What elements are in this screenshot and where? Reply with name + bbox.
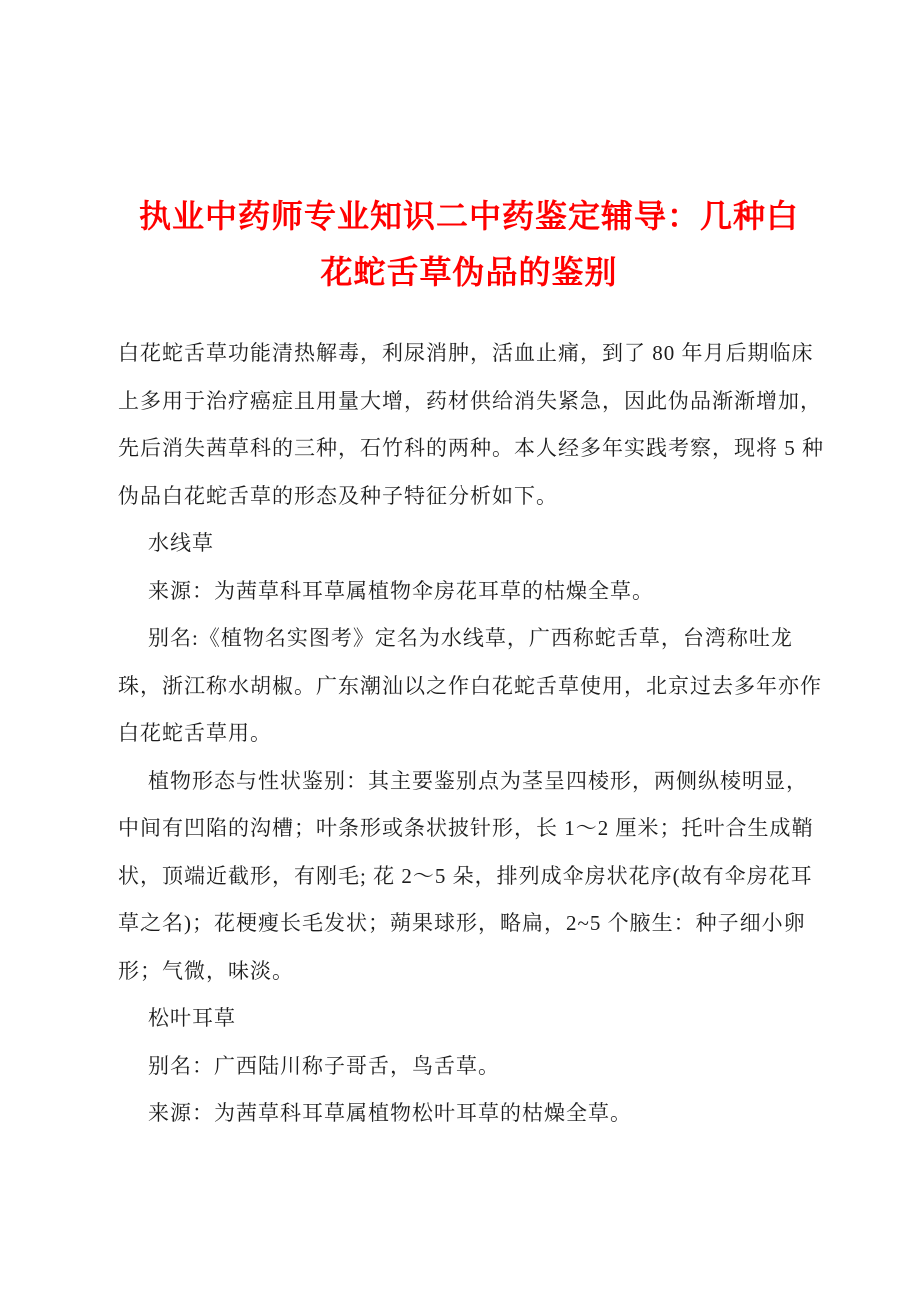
text-line: 来源：为茜草科耳草属植物伞房花耳草的枯燥全草。 [148,578,654,603]
text-line: 状，顶端近截形，有刚毛; 花 2～5 朵，排列成伞房状花序(故有伞房花耳 [118,863,813,888]
text-line: 别名:《植物名实图考》定名为水线草，广西称蛇舌草，台湾称吐龙 [148,626,793,650]
page-title-line-1: 执业中药师专业知识二中药鉴定辅导：几种白 [138,198,799,234]
text-line: 伪品白花蛇舌草的形态及种子特征分析如下。 [118,483,558,508]
text-line: 珠，浙江称水胡椒。广东潮汕以之作白花蛇舌草使用，北京过去多年亦作 [118,673,822,698]
text-line: 中间有凹陷的沟槽；叶条形或条状披针形，长 1～2 厘米；托叶合生成鞘 [118,816,814,840]
text-line: 来源：为茜草科耳草属植物松叶耳草的枯燥全草。 [148,1101,632,1125]
text-line: 形；气微，味淡。 [118,958,294,983]
page-title-line-2: 花蛇舌草伪品的鉴别 [320,254,618,290]
page-title [118,188,820,300]
section-heading: 水线草 [148,531,214,555]
text-line: 先后消失茜草科的三种，石竹科的两种。本人经多年实践考察，现将 5 种 [118,436,824,460]
text-line: 植物形态与性状鉴别：其主要鉴别点为茎呈四棱形，两侧纵棱明显， [148,768,808,793]
text-line: 白花蛇舌草功能清热解毒，利尿消肿，活血止痛，到了 80 年月后期临床 [118,341,814,365]
text-line: 白花蛇舌草用。 [118,721,272,745]
text-line: 上多用于治疗癌症且用量大增，药材供给消失紧急，因此伪品渐渐增加， [118,388,822,413]
text-line: 别名：广西陆川称子哥舌，鸟舌草。 [148,1053,500,1078]
section-heading: 松叶耳草 [148,1006,236,1030]
document-body [118,330,824,1138]
text-line: 草之名)；花梗瘦长毛发状；蒴果球形，略扁，2~5 个腋生：种子细小卵 [118,911,806,935]
